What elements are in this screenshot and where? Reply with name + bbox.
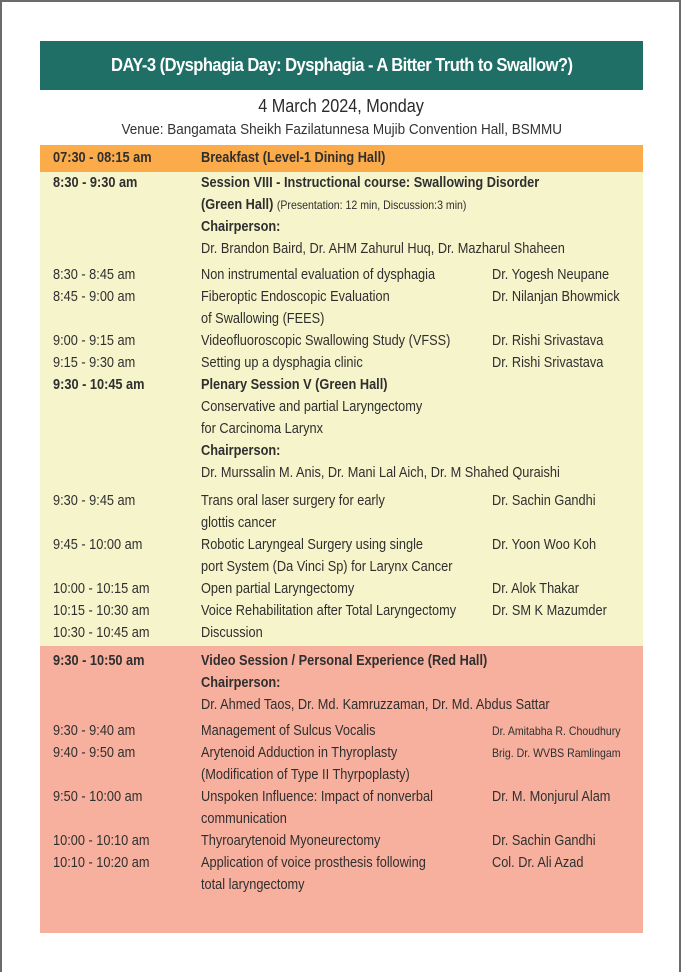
talk-time: 9:15 - 9:30 am (53, 355, 136, 371)
talk-title-cont: of Swallowing (FEES) (201, 311, 325, 327)
video-time: 9:30 - 10:50 am (53, 653, 145, 669)
talk-time: 10:10 - 10:20 am (53, 855, 150, 871)
talk-title: Voice Rehabilitation after Total Laryngectomy (201, 603, 457, 619)
talk-title: Arytenoid Adduction in Thyroplasty (201, 745, 398, 761)
video-chairs: Dr. Ahmed Taos, Dr. Md. Kamruzzaman, Dr. Md. Abdus Sattar (201, 697, 550, 713)
talk-time: 9:40 - 9:50 am (53, 745, 136, 761)
talk-title-cont: total laryngectomy (201, 877, 305, 893)
talk-time: 10:15 - 10:30 am (53, 603, 150, 619)
talk-speaker: Brig. Dr. WVBS Ramlingam (492, 746, 621, 760)
plenary5-chair-label: Chairperson: (201, 443, 281, 459)
date-line (40, 96, 643, 117)
talk-speaker: Dr. Nilanjan Bhowmick (492, 289, 620, 305)
day-title-banner (40, 41, 643, 90)
talk-title: Non instrumental evaluation of dysphagia (201, 267, 436, 283)
talk-time: 9:45 - 10:00 am (53, 537, 143, 553)
venue-text: Venue: Bangamata Sheikh Fazilatunnesa Mujib Convention Hall, BSMMU (121, 121, 562, 138)
talk-time: 10:00 - 10:15 am (53, 581, 150, 597)
talk-speaker: Col. Dr. Ali Azad (492, 855, 584, 871)
talk-title-cont: (Modification of Type II Thyrpoplasty) (201, 767, 410, 783)
plenary5-time: 9:30 - 10:45 am (53, 377, 145, 393)
talk-time: 10:00 - 10:10 am (53, 833, 150, 849)
session8-note: (Presentation: 12 min, Discussion:3 min) (276, 198, 467, 212)
session8-hall (201, 196, 503, 214)
date-text: 4 March 2024, Monday (258, 96, 425, 116)
talk-time: 9:30 - 9:45 am (53, 493, 136, 509)
talk-speaker: Dr. Yogesh Neupane (492, 267, 610, 283)
session8-chairs: Dr. Brandon Baird, Dr. AHM Zahurul Huq, Dr. Mazharul Shaheen (201, 241, 565, 257)
talk-time: 9:50 - 10:00 am (53, 789, 143, 805)
talk-speaker: Dr. Rishi Srivastava (492, 355, 604, 371)
plenary5-title: Plenary Session V (Green Hall) (201, 377, 388, 393)
talk-title: Discussion (201, 625, 263, 641)
talk-speaker: Dr. Amitabha R. Choudhury (492, 724, 621, 738)
video-chair-label: Chairperson: (201, 675, 281, 691)
plenary5-chairs: Dr. Murssalin M. Anis, Dr. Mani Lal Aich, Dr. M Shahed Quraishi (201, 465, 560, 481)
talk-speaker: Dr. M. Monjurul Alam (492, 789, 611, 805)
video-title: Video Session / Personal Experience (Red Hall) (201, 653, 488, 669)
session8-title: Session VIII - Instructional course: Swallowing Disorder (201, 175, 540, 191)
talk-time: 8:30 - 8:45 am (53, 267, 136, 283)
talk-speaker: Dr. Sachin Gandhi (492, 493, 596, 509)
talk-title: Robotic Laryngeal Surgery using single (201, 537, 424, 553)
talk-speaker: Dr. Rishi Srivastava (492, 333, 604, 349)
talk-title: Management of Sulcus Vocalis (201, 723, 376, 739)
talk-time: 9:30 - 9:40 am (53, 723, 136, 739)
talk-time: 9:00 - 9:15 am (53, 333, 136, 349)
breakfast-time: 07:30 - 08:15 am (53, 150, 152, 166)
talk-title-cont: glottis cancer (201, 515, 277, 531)
talk-speaker: Dr. Yoon Woo Koh (492, 537, 597, 553)
talk-title: Trans oral laser surgery for early (201, 493, 385, 509)
talk-title: Open partial Laryngectomy (201, 581, 355, 597)
breakfast-title: Breakfast (Level-1 Dining Hall) (201, 150, 386, 166)
session8-time: 8:30 - 9:30 am (53, 175, 138, 191)
talk-title: Unspoken Influence: Impact of nonverbal (201, 789, 433, 805)
talk-time: 10:30 - 10:45 am (53, 625, 150, 641)
talk-speaker: Dr. Sachin Gandhi (492, 833, 596, 849)
talk-title-cont: port System (Da Vinci Sp) for Larynx Cancer (201, 559, 453, 575)
day-title: DAY-3 (Dysphagia Day: Dysphagia - A Bitter Truth to Swallow?) (110, 55, 573, 75)
talk-title: Setting up a dysphagia clinic (201, 355, 363, 371)
talk-time: 8:45 - 9:00 am (53, 289, 136, 305)
talk-title: Fiberoptic Endoscopic Evaluation (201, 289, 390, 305)
talk-title: Application of voice prosthesis following (201, 855, 426, 871)
talk-title-cont: communication (201, 811, 287, 827)
talk-title: Videofluoroscopic Swallowing Study (VFSS) (201, 333, 451, 349)
venue-line (40, 121, 643, 138)
plenary5-subtitle-cont: for Carcinoma Larynx (201, 421, 323, 437)
talk-title: Thyroarytenoid Myoneurectomy (201, 833, 381, 849)
plenary5-subtitle: Conservative and partial Laryngectomy (201, 399, 423, 415)
session8-hall-name: (Green Hall) (201, 197, 274, 213)
talk-speaker: Dr. Alok Thakar (492, 581, 579, 597)
session8-chair-label: Chairperson: (201, 219, 281, 235)
talk-speaker: Dr. SM K Mazumder (492, 603, 607, 619)
